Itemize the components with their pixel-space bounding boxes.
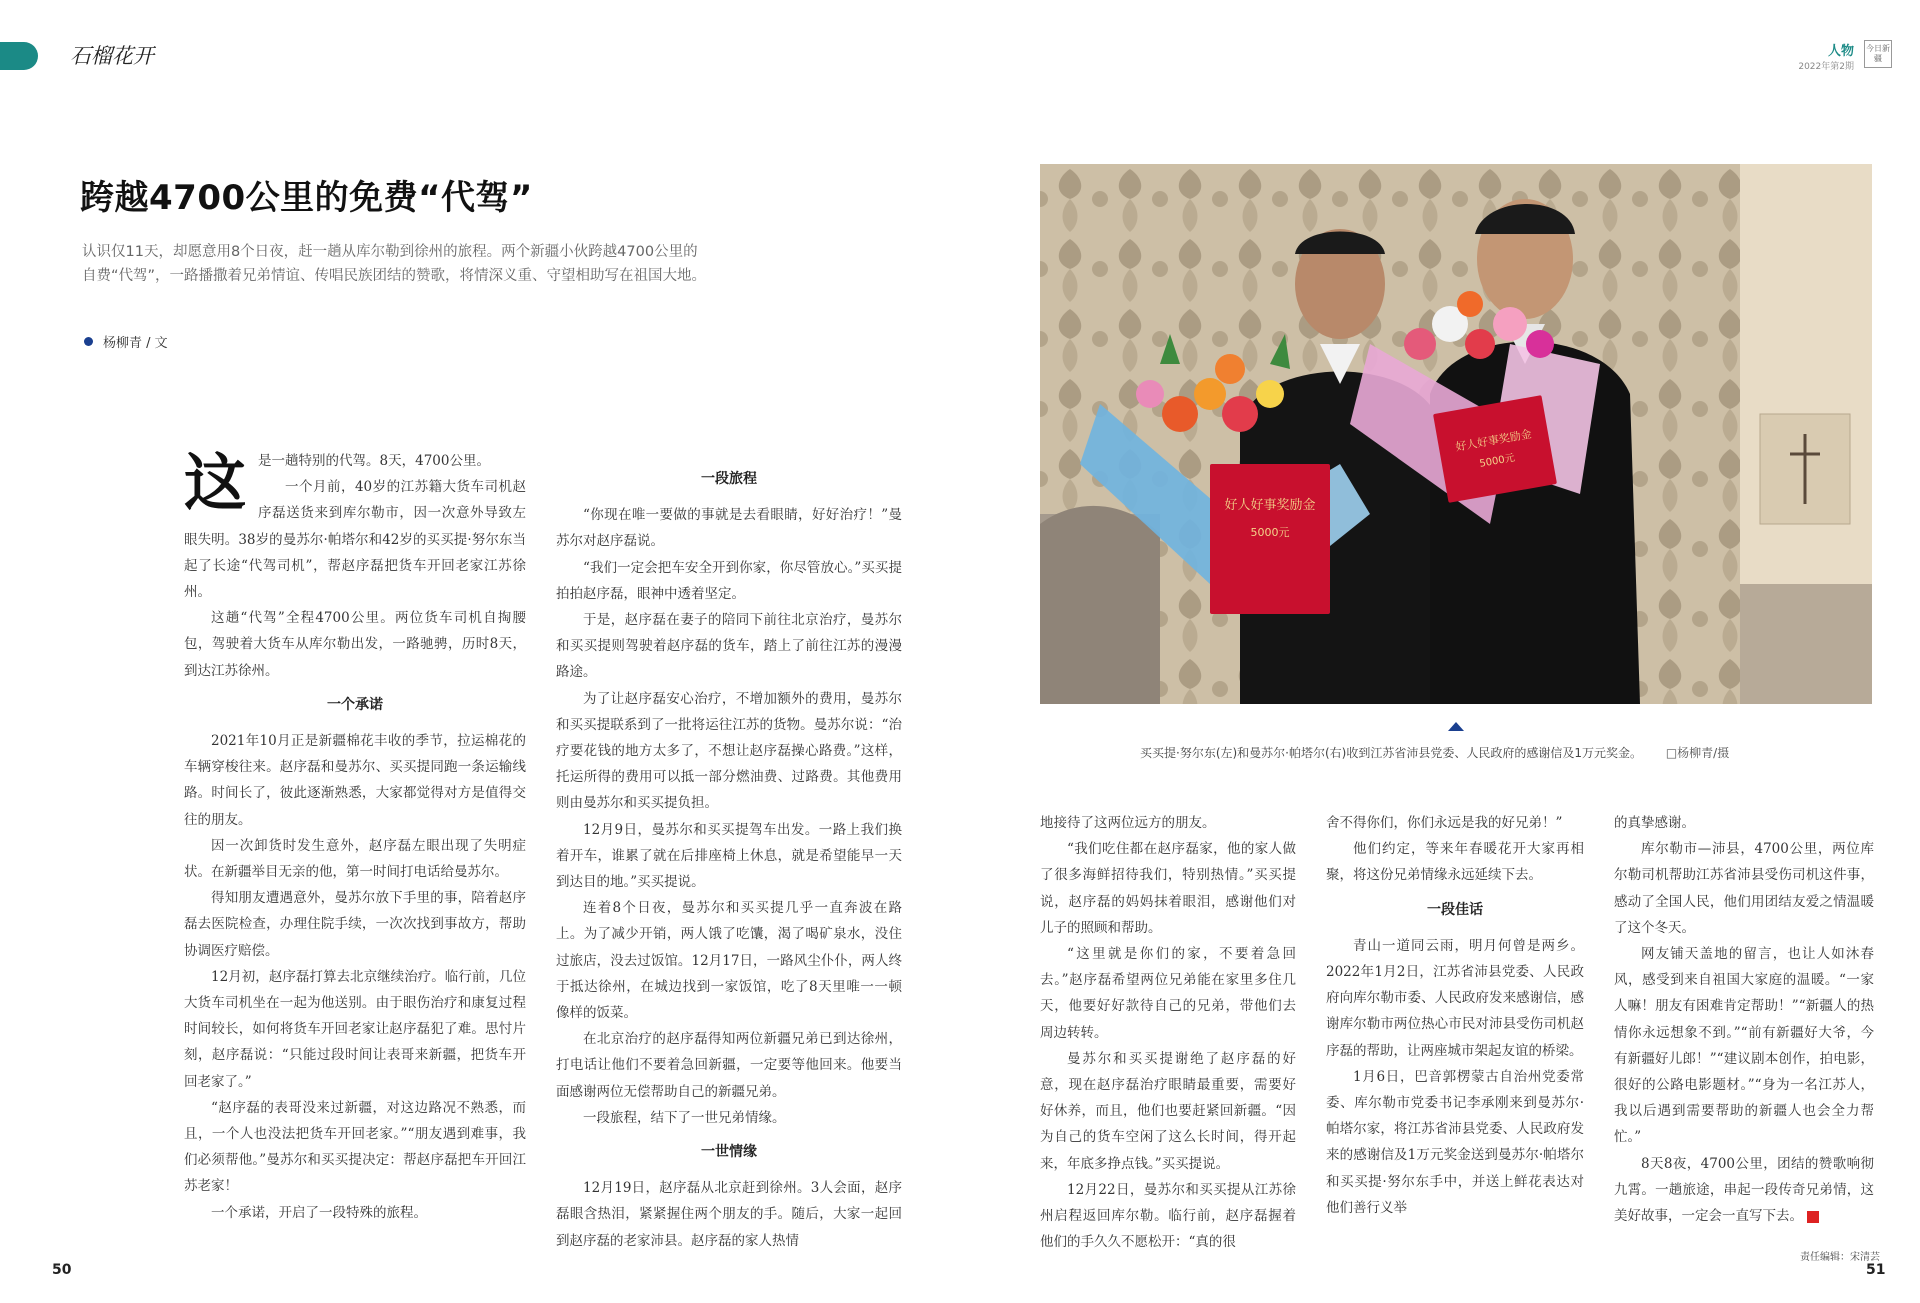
paragraph: 青山一道同云雨，明月何曾是两乡。2022年1月2日，江苏省沛县党委、人民政府向库尔勒市委、人民政府发来感谢信，感谢库尔勒市两位热心市民对沛县受伤司机赵序磊的帮助，让两座城市架起友谊的桥梁。	[1326, 937, 1584, 1059]
section-title: 石榴花开	[70, 44, 154, 68]
envelope-right-text-1: 好人好事奖励金	[1454, 427, 1533, 454]
paragraph	[1614, 1151, 1874, 1230]
paragraph: 库尔勒市—沛县，4700公里，两位库尔勒司机帮助江苏省沛县受伤司机这件事，感动了全国人民，他们用团结友爱之情温暖了这个冬天。	[1614, 841, 1874, 936]
paragraph: “你现在唯一要做的事就是去看眼睛，好好治疗！”曼苏尔对赵序磊说。	[556, 507, 902, 550]
paragraph: “我们一定会把车安全开到你家，你尽管放心。”买买提拍拍赵序磊，眼神中透着坚定。	[556, 559, 902, 602]
dropcap: 这	[184, 446, 247, 519]
end-mark-icon	[1807, 1211, 1819, 1223]
paragraph: “这里就是你们的家，不要着急回去。”赵序磊希望两位兄弟能在家里多住几天，他要好好款待自己的兄弟，带他们去周边转转。	[1040, 946, 1296, 1041]
photo-illustration	[1040, 164, 1872, 704]
paragraph: 一个月前，40岁的江苏籍大货车司机赵序磊送货来到库尔勒市，因一次意外导致左眼失明。38岁的曼苏尔·帕塔尔和42岁的买买提·努尔东当起了长途“代驾司机”，帮赵序磊把货车开回老家江苏徐州。	[184, 479, 526, 601]
paragraph: 在北京治疗的赵序磊得知两位新疆兄弟已到达徐州，打电话让他们不要着急回新疆，一定要等他回来。他要当面感谢两位无偿帮助自己的新疆兄弟。	[556, 1031, 902, 1100]
paragraph: 曼苏尔和买买提谢绝了赵序磊的好意，现在赵序磊治疗眼睛最重要，需要好好休养，而且，他们也要赶紧回新疆。“因为自己的货车空闲了这么长时间，得开起来，年底多挣点钱。”买买提说。	[1040, 1050, 1296, 1172]
paragraph: 舍不得你们，你们永远是我的好兄弟！”	[1326, 815, 1563, 831]
magazine-logo: 今日新疆	[1864, 40, 1892, 68]
paragraph: “我们吃住都在赵序磊家，他的家人做了很多海鲜招待我们，特别热情。”买买提说，赵序磊的妈妈抹着眼泪，感谢他们对儿子的照顾和帮助。	[1040, 841, 1296, 936]
text-column-4	[1326, 810, 1584, 1221]
paragraph: 这趟“代驾”全程4700公里。两位货车司机自掏腰包，驾驶着大货车从库尔勒出发，一路驰骋，历时8天，到达江苏徐州。	[184, 610, 526, 679]
page-number-right: 51	[1866, 1262, 1886, 1278]
paragraph: 2021年10月正是新疆棉花丰收的季节，拉运棉花的车辆穿梭往来。赵序磊和曼苏尔、买买提同跑一条运输线路。时间长了，彼此逐渐熟悉，大家都觉得对方是值得交往的朋友。	[184, 733, 526, 828]
brand-name: 人物	[1827, 44, 1854, 59]
subheading-promise: 一个承诺	[327, 696, 383, 713]
photo-caption	[1140, 744, 1729, 761]
text-column-2	[556, 458, 902, 1254]
paragraph: 为了让赵序磊安心治疗，不增加额外的费用，曼苏尔和买买提联系到了一批将运往江苏的货物。曼苏尔说：“治疗要花钱的地方太多了，不想让赵序磊操心路费。”这样，托运所得的费用可以抵一部分燃油费、过路费。其他费用则由曼苏尔和买买提负担。	[556, 690, 902, 812]
subheading-bond: 一世情缘	[701, 1144, 757, 1161]
paragraph: 连着8个日夜，曼苏尔和买买提几乎一直奔波在路上。为了减少开销，两人饿了吃馕，渴了喝矿泉水，没住过旅店，没去过饭馆。12月17日，一路风尘仆仆，两人终于抵达徐州，在城边找到一家饭馆，吃了8天里唯一一顿像样的饭菜。	[556, 900, 902, 1022]
editor-credit: 责任编辑：宋清芸	[1800, 1252, 1880, 1263]
paragraph: 一个承诺，开启了一段特殊的旅程。	[211, 1204, 427, 1221]
article-intro: 认识仅11天，却愿意用8个日夜，赶一趟从库尔勒到徐州的旅程。两个新疆小伙跨越4700公里的自费“代驾”，一路播撒着兄弟情谊、传唱民族团结的赞歌，将情深义重、守望相助写在祖国大地。	[82, 244, 707, 284]
paragraph: 得知朋友遭遇意外，曼苏尔放下手里的事，陪着赵序磊去医院检查，办理住院手续，一次次找到事故方，帮助协调医疗赔偿。	[184, 890, 526, 959]
paragraph: 的真挚感谢。	[1614, 815, 1695, 831]
envelope-left-text-2: 5000元	[1250, 526, 1290, 539]
photo-credit: □杨柳青/摄	[1665, 746, 1730, 760]
paragraph: “赵序磊的表哥没来过新疆，对这边路况不熟悉，而且，一个人也没法把货车开回老家。”“朋友遇到难事，我们必须帮他。”曼苏尔和买买提决定：帮赵序磊把车开回江苏老家！	[184, 1099, 526, 1195]
text-column-1	[184, 448, 526, 1226]
issue-number: 2022年第2期	[1798, 62, 1854, 72]
paragraph: 他们约定，等来年春暖花开大家再相聚，将这份兄弟情缘永远延续下去。	[1326, 841, 1584, 884]
caption-text: 买买提·努尔东(左)和曼苏尔·帕塔尔(右)收到江苏省沛县党委、人民政府的感谢信及1万元奖金。	[1140, 746, 1642, 760]
byline-dot-icon	[84, 337, 93, 346]
page-number-left: 50	[52, 1262, 72, 1278]
paragraph: 是一趟特别的代驾。8天，4700公里。	[258, 453, 490, 469]
paragraph: 12月22日，曼苏尔和买买提从江苏徐州启程返回库尔勒。临行前，赵序磊握着他们的手久久不愿松开：“真的很	[1040, 1181, 1296, 1251]
paragraph: 一段旅程，结下了一世兄弟情缘。	[583, 1109, 786, 1126]
paragraph-text: 8天8夜，4700公里，团结的赞歌响彻九霄。一趟旅途，串起一段传奇兄弟情，这美好故事，一定会一直写下去。	[1614, 1155, 1874, 1225]
paragraph: 12月9日，曼苏尔和买买提驾车出发。一路上我们换着开车，谁累了就在后排座椅上休息，就是希望能早一天到达目的地。”买买提说。	[556, 821, 902, 891]
text-column-3	[1040, 810, 1296, 1255]
paragraph: 网友铺天盖地的留言，也让人如沐春风，感受到来自祖国大家庭的温暖。“一家人嘛！朋友有困难肯定帮助！”“新疆人的热情你永远想象不到。”“前有新疆好大爷，今有新疆好儿郎！”“建议剧本创作，拍电影，很好的公路电影题材。”“身为一名江苏人，我以后遇到需要帮助的新疆人也会全力帮忙。”	[1614, 946, 1874, 1146]
paragraph: 12月初，赵序磊打算去北京继续治疗。临行前，几位大货车司机坐在一起为他送别。由于眼伤治疗和康复过程时间较长，如何将货车开回老家让赵序磊犯了难。思忖片刻，赵序磊说：“只能过段时间让表哥来新疆，把货车开回老家了。”	[184, 968, 526, 1090]
article-title: 跨越4700公里的免费“代驾”	[80, 178, 533, 218]
article-photo	[1040, 164, 1872, 704]
envelope-left-text-1: 好人好事奖励金	[1224, 498, 1316, 513]
paragraph: 因一次卸货时发生意外，赵序磊左眼出现了失明症状。在新疆举目无亲的他，第一时间打电话给曼苏尔。	[184, 837, 526, 881]
text-column-5	[1614, 810, 1874, 1229]
byline	[84, 332, 168, 351]
caption-triangle-icon	[1448, 722, 1464, 731]
section-tab-marker	[0, 42, 38, 70]
byline-text: 杨柳青 / 文	[103, 336, 168, 351]
paragraph: 地接待了这两位远方的朋友。	[1040, 815, 1216, 831]
subheading-story: 一段佳话	[1427, 901, 1483, 918]
subheading-journey: 一段旅程	[701, 471, 757, 487]
brand-block	[1798, 40, 1854, 72]
paragraph: 12月19日，赵序磊从北京赶到徐州。3人会面，赵序磊眼含热泪，紧紧握住两个朋友的手。随后，大家一起回到赵序磊的老家沛县。赵序磊的家人热情	[556, 1180, 902, 1249]
paragraph: 于是，赵序磊在妻子的陪同下前往北京治疗，曼苏尔和买买提则驾驶着赵序磊的货车，踏上了前往江苏的漫漫路途。	[556, 612, 902, 681]
envelope-right-text-2: 5000元	[1478, 452, 1516, 470]
paragraph: 1月6日，巴音郭楞蒙古自治州党委常委、库尔勒市党委书记李承刚来到曼苏尔·帕塔尔家，将江苏省沛县党委、人民政府发来的感谢信及1万元奖金送到曼苏尔·帕塔尔和买买提·努尔东手中，并送上鲜花表达对他们善行义举	[1326, 1068, 1584, 1216]
